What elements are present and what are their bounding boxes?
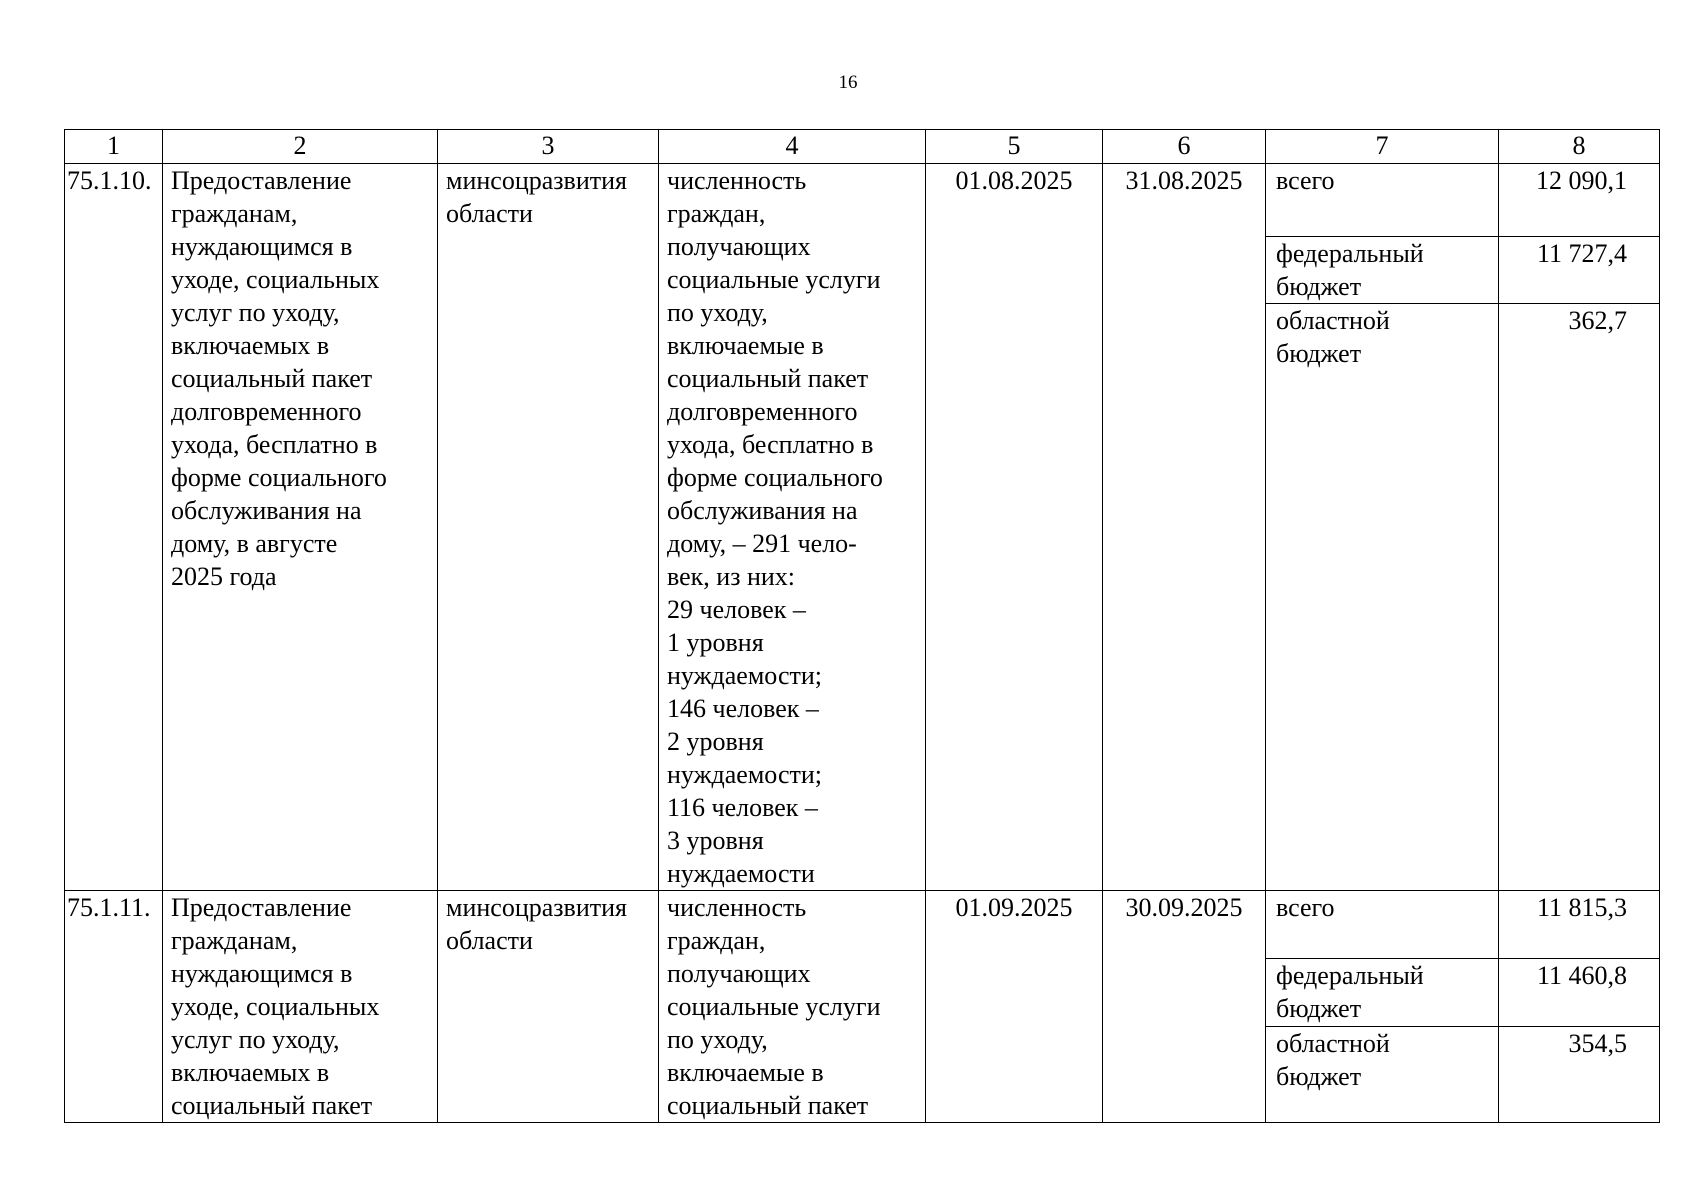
indicator-line: 146 человек – [667,694,819,723]
indicator-line: получающих [667,232,811,261]
indicator-line: получающих [667,959,811,988]
responsible-line: минсоцразвития [446,893,627,922]
column-number-1: 1 [65,130,163,164]
funding-source-line: федеральный [1276,961,1424,991]
row-start-date: 01.08.2025 [926,164,1103,891]
description-line: социальный пакет [171,364,373,393]
funding-source-line: бюджет [1276,339,1362,369]
funding-amount: 11 727,4 [1499,237,1660,304]
column-number-3: 3 [438,130,659,164]
indicator-line: 3 уровня [667,826,764,855]
indicator-line: по уходу, [667,1025,768,1054]
indicator-line: обслуживания на [667,496,858,525]
funding-source-line: бюджет [1276,272,1362,302]
indicator-line: форме социального [667,463,883,492]
indicator-line: нуждаемости; [667,661,822,690]
indicator-line: долговременного [667,397,858,426]
funding-amount: 354,5 [1499,1027,1660,1123]
funding-source-line: бюджет [1276,994,1362,1024]
description-line: гражданам, [171,199,298,228]
description-line: уходе, социальных [171,992,380,1021]
row-indicator [659,164,926,891]
row-end-date: 30.09.2025 [1103,891,1266,1123]
table-header-row [65,130,1660,164]
description-line: услуг по уходу, [171,1025,340,1054]
description-line: форме социального [171,463,387,492]
row-end-date: 31.08.2025 [1103,164,1266,891]
indicator-line: 29 человек – [667,595,806,624]
indicator-line: ухода, бесплатно в [667,430,874,459]
indicator-line: социальный пакет [667,364,869,393]
funding-source [1266,959,1499,1027]
funding-source [1266,1027,1499,1123]
indicator-line: граждан, [667,926,766,955]
indicator-line: 1 уровня [667,628,764,657]
funding-source [1266,164,1499,237]
row-responsible [438,891,659,1123]
indicator-line: социальные услуги [667,265,881,294]
description-line: социальный пакет [171,1091,373,1120]
funding-amount: 11 815,3 [1499,891,1660,959]
column-number-5: 5 [926,130,1103,164]
indicator-line: граждан, [667,199,766,228]
description-line: Предоставление [171,893,352,922]
funding-source-line: областной [1276,306,1390,336]
description-line: включаемых в [171,1058,330,1087]
description-line: гражданам, [171,926,298,955]
indicator-line: численность [667,893,807,922]
row-description [163,891,438,1123]
plan-table [64,129,1660,1123]
table-row [65,891,1660,959]
indicator-line: включаемые в [667,1058,824,1087]
funding-amount: 11 460,8 [1499,959,1660,1027]
description-line: дому, в августе [171,529,338,558]
column-number-8: 8 [1499,130,1660,164]
table-row [65,164,1660,237]
funding-amount: 362,7 [1499,304,1660,891]
funding-source-line: областной [1276,1029,1390,1059]
indicator-line: социальные услуги [667,992,881,1021]
description-line: обслуживания на [171,496,362,525]
funding-amount: 12 090,1 [1499,164,1660,237]
description-line: 2025 года [171,562,277,591]
indicator-line: дому, – 291 чело- [667,529,857,558]
row-id: 75.1.11. [65,891,163,1123]
column-number-2: 2 [163,130,438,164]
responsible-line: минсоцразвития [446,166,627,195]
indicator-line: численность [667,166,807,195]
indicator-line: включаемые в [667,331,824,360]
row-id: 75.1.10. [65,164,163,891]
description-line: ухода, бесплатно в [171,430,378,459]
description-line: долговременного [171,397,362,426]
column-number-6: 6 [1103,130,1266,164]
funding-source-line: федеральный [1276,239,1424,269]
description-line: услуг по уходу, [171,298,340,327]
row-responsible [438,164,659,891]
funding-source-line: всего [1276,166,1335,195]
funding-source [1266,891,1499,959]
indicator-line: 116 человек – [667,793,818,822]
indicator-line: по уходу, [667,298,768,327]
funding-source [1266,304,1499,891]
description-line: нуждающимся в [171,232,353,261]
row-description [163,164,438,891]
page-number: 16 [838,72,858,93]
indicator-line: социальный пакет [667,1091,869,1120]
funding-source-line: всего [1276,893,1335,922]
funding-source [1266,237,1499,304]
funding-source-line: бюджет [1276,1062,1362,1092]
description-line: нуждающимся в [171,959,353,988]
description-line: уходе, социальных [171,265,380,294]
responsible-line: области [446,199,533,228]
responsible-line: области [446,926,533,955]
indicator-line: 2 уровня [667,727,764,756]
row-indicator [659,891,926,1123]
description-line: включаемых в [171,331,330,360]
description-line: Предоставление [171,166,352,195]
column-number-4: 4 [659,130,926,164]
row-start-date: 01.09.2025 [926,891,1103,1123]
column-number-7: 7 [1266,130,1499,164]
indicator-line: век, из них: [667,562,796,591]
indicator-line: нуждаемости; [667,760,822,789]
indicator-line: нуждаемости [667,859,815,888]
